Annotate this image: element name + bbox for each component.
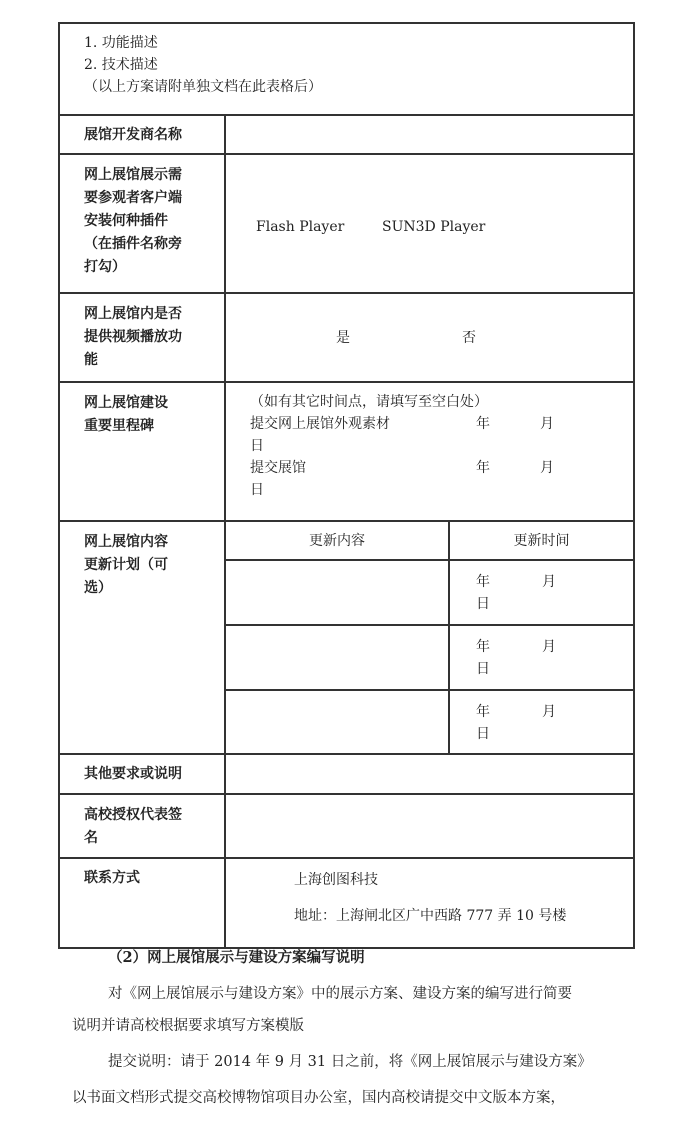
milestone-label: 网上展馆建设 重要里程碑: [59, 382, 225, 521]
paragraph-line: 对《网上展馆展示与建设方案》中的展示方案、建设方案的编写进行简要: [108, 986, 572, 1002]
exhibition-form-table: [58, 22, 635, 949]
plugin-options: [225, 154, 634, 293]
contact-info: [225, 858, 634, 948]
contact-label: 联系方式: [59, 858, 225, 948]
contact-company: 上海创图科技: [294, 872, 378, 888]
section-heading: （2）网上展馆展示与建设方案编写说明: [108, 949, 365, 966]
plan-description-cell: [59, 23, 634, 115]
paragraph-line: 以书面文档形式提交高校博物馆项目办公室，国内高校请提交中文版本方案，: [72, 1090, 565, 1106]
plugin-option-flash[interactable]: Flash Player: [256, 219, 345, 235]
plugin-label: 网上展馆展示需 要参观者客户端 安装何种插件 （在插件名称旁 打勾）: [59, 154, 225, 293]
update-time-field[interactable]: 年 月 日: [476, 704, 556, 742]
milestone-note: （如有其它时间点，请填写至空白处）: [250, 394, 488, 410]
video-playback-label: 网上展馆内是否 提供视频播放功 能: [59, 293, 225, 382]
update-time-field[interactable]: 年 月 日: [449, 560, 633, 625]
other-requirements-label: 其他要求或说明: [59, 754, 225, 794]
update-content-field[interactable]: [226, 625, 449, 690]
developer-name-field[interactable]: [225, 115, 634, 154]
plugin-option-sun3d[interactable]: SUN3D Player: [382, 219, 486, 235]
contact-address: 地址：上海闸北区广中西路 777 弄 10 号楼: [294, 908, 567, 924]
attachment-note: （以上方案请附单独文档在此表格后）: [84, 79, 322, 95]
update-time-header: 更新时间: [449, 522, 633, 560]
update-time-field[interactable]: 年 月 日: [449, 625, 633, 690]
update-plan-label: 网上展馆内容 更新计划（可 选）: [59, 521, 225, 754]
video-playback-options: [225, 293, 634, 382]
milestone-item: 提交网上展馆外观素材 年 月: [250, 416, 554, 432]
signature-label: 高校授权代表签 名: [59, 794, 225, 858]
update-content-field[interactable]: [226, 690, 449, 753]
update-plan-table: [226, 522, 633, 753]
signature-field[interactable]: [225, 794, 634, 858]
milestone-item: 提交展馆 年 月: [250, 460, 554, 476]
technical-description: 2. 技术描述: [84, 57, 158, 73]
video-option-no[interactable]: 否: [462, 330, 476, 346]
milestone-cell: （如有其它时间点，请填写至空白处） 提交网上展馆外观素材 年 月 日 提交展馆 年 月 日: [225, 382, 634, 521]
paragraph-line: 说明并请高校根据要求填写方案模版: [72, 1018, 304, 1034]
update-plan-cell: [225, 521, 634, 754]
function-description: 1. 功能描述: [84, 35, 158, 51]
developer-name-label: 展馆开发商名称: [59, 115, 225, 154]
other-requirements-field[interactable]: [225, 754, 634, 794]
update-content-header: 更新内容: [226, 522, 449, 560]
update-content-field[interactable]: [226, 560, 449, 625]
paragraph-line: 提交说明：请于 2014 年 9 月 31 日之前，将《网上展馆展示与建设方案》: [108, 1054, 592, 1070]
video-option-yes[interactable]: 是: [336, 330, 350, 346]
